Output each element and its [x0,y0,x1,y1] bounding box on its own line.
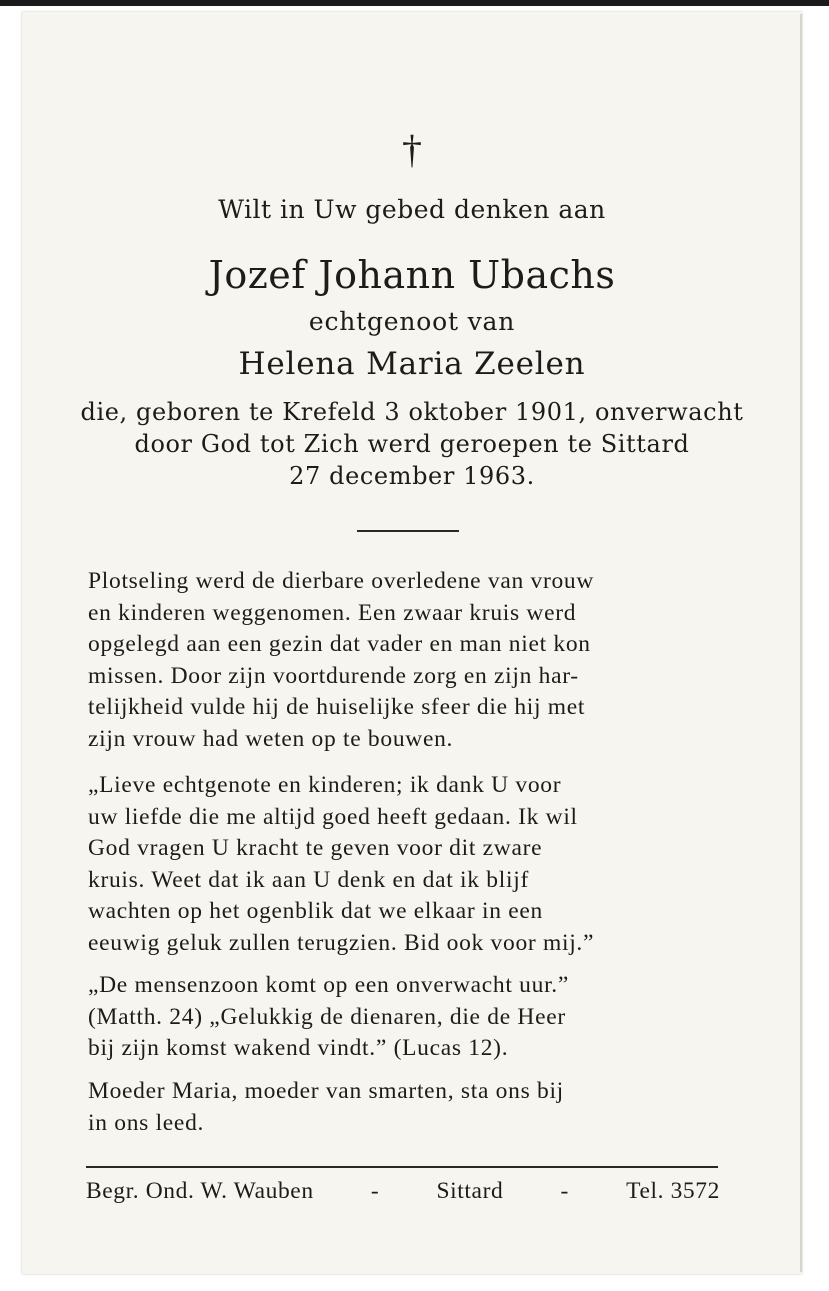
cross-icon: † [402,127,422,172]
intro-line: Wilt in Uw gebed denken aan [218,195,606,224]
scan-top-edge [0,0,829,6]
footer-undertaker: Begr. Ond. W. Wauben [86,1178,314,1204]
footer-city: Sittard [436,1178,504,1204]
divider-line [357,530,459,532]
footer-rule [86,1166,718,1168]
footer [86,1175,720,1207]
spouse-label: echtgenoot van [308,307,516,336]
paragraph-farewell-quote: „Lieve echtgenote en kinderen; ik dank U voor uw liefde die me altijd goed heeft gedaan. Ik wil God vragen U kracht te geven voor dit zware kruis. Weet dat ik aan U denk en dat ik blijf wachten op het ogenblik dat we elkaar in een eeuwig geluk zullen terugzien. Bid ook voor mij.” [88,772,595,956]
footer-separator: - [370,1178,380,1204]
paragraph-scripture: „De mensenzoon komt op een onverwacht uur.” (Matth. 24) „Gelukkig de dienaren, die de Heer bij zijn komst wakend vindt.” (Lucas 12). [88,972,570,1061]
paragraph-memorial: Plotseling werd de dierbare overledene van vrouw en kinderen weggenomen. Een zwaar kruis werd opgelegd aan een gezin dat vader en man niet kon missen. Door zijn voortdurende zorg en zijn har- telijkheid vulde hij de huiselijke sfeer die hij met zijn vrouw had weten op te bouwen. [88,568,595,752]
footer-separator: - [560,1178,569,1204]
spouse-name: Helena Maria Zeelen [238,346,586,382]
footer-phone: Tel. 3572 [626,1178,720,1204]
birth-death-text: die, geboren te Krefeld 3 oktober 1901, onverwacht door God tot Zich werd geroepen te Sittard 27 december 1963. [80,398,744,490]
paragraph-prayer: Moeder Maria, moeder van smarten, sta ons bij in ons leed. [88,1078,564,1136]
deceased-name: Jozef Johann Ubachs [208,253,616,297]
